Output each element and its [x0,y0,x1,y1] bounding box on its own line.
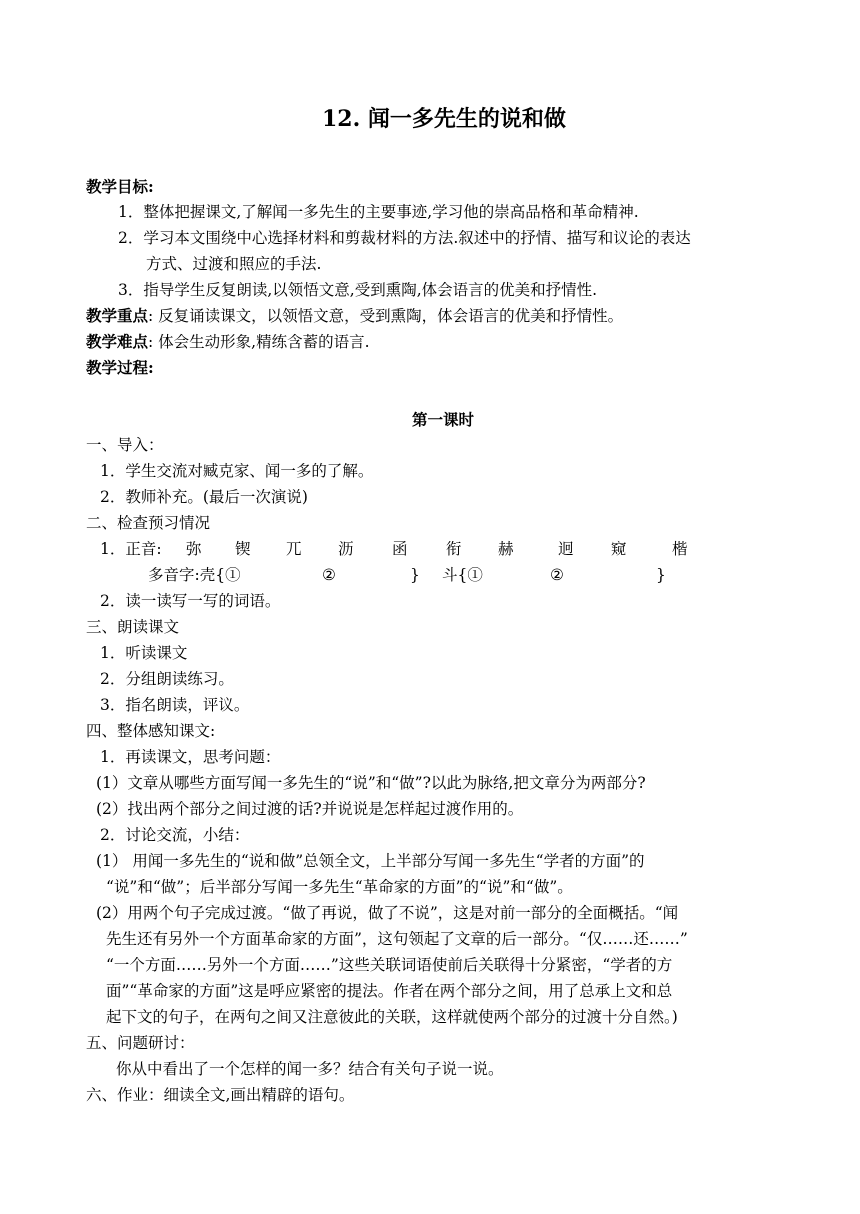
answer-line: (1） 用闻一多先生的“说和做”总领全文，上半部分写闻一多先生“学者的方面”的 [96,852,645,870]
pron-char: 弥 [186,540,202,558]
difficulty-label: 教学难点 [86,332,149,351]
list-item: 2．分组朗读练习。 [100,670,234,688]
polyphone-blank-4: ② [550,566,564,584]
pronunciation-label: 1．正音: [100,540,162,558]
key-point-label: 教学重点 [86,306,149,325]
goal-item: 1．整体把握课文,了解闻一多先生的主要事迹,学习他的崇高品格和革命精神. [118,203,639,221]
answer-line: 面”“革命家的方面”这是呼应紧密的提法。作者在两个部分之间，用了总承上文和总 [106,982,673,1000]
lesson-title: 第一课时 [412,410,475,429]
answer-line: 起下文的句子，在两句之间又注意彼此的关联，这样就使两个部分的过渡十分自然。) [106,1008,678,1026]
pron-char: 兀 [286,540,302,558]
list-item: 1．听读课文 [100,644,188,662]
goal-item: 3．指导学生反复朗读,以领悟文意,受到熏陶,体会语言的优美和抒情性. [118,281,598,299]
polyphone-close: } [656,566,666,584]
answer-line: “说”和“做”；后半部分写闻一多先生“革命家的方面”的“说”和“做”。 [106,878,573,896]
list-item: 1．学生交流对臧克家、闻一多的了解。 [100,462,374,480]
section-heading: 一、导入： [86,436,164,454]
key-point-text: : 反复诵读课文，以领悟文意，受到熏陶，体会语言的优美和抒情性。 [148,307,624,325]
teaching-key-point [86,305,623,327]
answer-line: (2）用两个句子完成过渡。“做了再说，做了不说”，这是对前一部分的全面概括。“闻 [96,904,679,922]
page-title: 12. 闻一多先生的说和做 [322,106,566,132]
section-heading: 五、问题研讨： [86,1034,195,1052]
paragraph: 你从中看出了一个怎样的闻一多？结合有关句子说一说。 [116,1060,504,1078]
list-item: 1．再读课文，思考问题： [100,748,281,766]
goal-item: 2．学习本文围绕中心选择材料和剪裁材料的方法.叙述中的抒情、描写和议论的表达 [118,229,691,247]
polyphone-dou: 斗{① [442,566,483,584]
pron-char: 赫 [498,540,514,558]
polyphone-label: 多音字:壳{① [148,566,241,584]
list-item: 2．教师补充。(最后一次演说) [100,488,308,506]
list-item: 2．讨论交流，小结： [100,826,250,844]
pron-char: 锲 [235,540,251,558]
answer-line: “一个方面……另外一个方面……”这些关联词语使前后关联得十分紧密，“学者的方 [106,956,673,974]
section-heading: 四、整体感知课文: [86,722,216,740]
list-item: 3．指名朗读，评议。 [100,696,250,714]
section-heading: 二、检查预习情况 [86,514,211,532]
question: (1）文章从哪些方面写闻一多先生的“说”和“做”?以此为脉络,把文章分为两部分? [96,774,646,792]
list-item: 2．读一读写一写的词语。 [100,592,281,610]
polyphone-blank-2: ② [322,566,336,584]
pron-char: 楷 [672,540,688,558]
teaching-goals-label: 教学目标: [86,177,154,196]
answer-line: 先生还有另外一个方面革命家的方面”，这句领起了文章的后一部分。“仅……还……” [106,930,688,948]
pron-char: 衔 [446,540,462,558]
teaching-process-label: 教学过程: [86,358,154,377]
polyphone-close: } [410,566,420,584]
pron-char: 函 [392,540,408,558]
section-heading: 三、朗读课文 [86,618,180,636]
teaching-difficulty [86,331,370,353]
section-heading: 六、作业：细读全文,画出精辟的语句。 [86,1086,355,1104]
pron-char: 窥 [611,540,627,558]
pron-char: 沥 [338,540,354,558]
difficulty-text: : 体会生动形象,精练含蓄的语言. [148,333,370,351]
goal-item-continued: 方式、过渡和照应的手法. [146,255,322,273]
pron-char: 迥 [558,540,574,558]
question: (2）找出两个部分之间过渡的话?并说说是怎样起过渡作用的。 [96,800,524,818]
